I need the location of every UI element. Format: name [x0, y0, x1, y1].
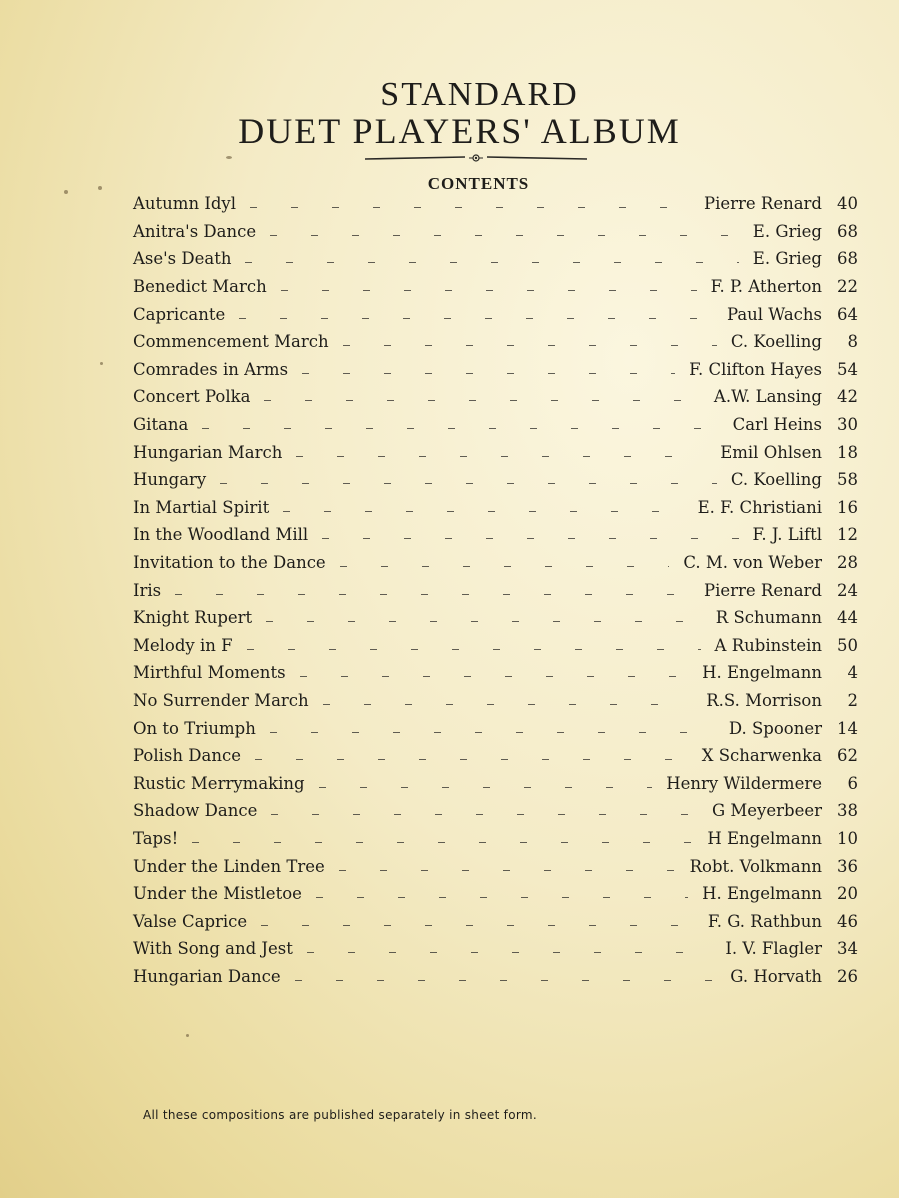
- piece-title: Ase's Death: [133, 249, 232, 269]
- dot-leader: [307, 952, 712, 953]
- page-number: 68: [837, 221, 858, 241]
- composer-name: H. Engelmann: [702, 663, 822, 683]
- contents-heading: CONTENTS: [427, 174, 530, 193]
- page-number: 12: [837, 525, 858, 545]
- page-number: 8: [847, 332, 858, 352]
- dot-leader: [281, 290, 697, 291]
- dot-leader: [302, 373, 675, 374]
- dot-leader: [255, 759, 688, 760]
- composer-name: C. M. von Weber: [683, 553, 822, 573]
- piece-title: With Song and Jest: [133, 939, 293, 959]
- list-item: [133, 494, 858, 522]
- paper-speck: [100, 362, 103, 365]
- page-number: 42: [837, 387, 858, 407]
- piece-title: Gitana: [133, 415, 189, 435]
- list-item: [133, 218, 858, 246]
- piece-title: Mirthful Moments: [133, 663, 286, 683]
- piece-title: Hungarian March: [133, 442, 283, 462]
- piece-title: Valse Caprice: [133, 911, 248, 931]
- composer-name: Carl Heins: [732, 415, 822, 435]
- piece-title: Concert Polka: [133, 387, 251, 407]
- composer-name: R.S. Morrison: [706, 690, 822, 710]
- piece-title: Capricante: [133, 304, 226, 324]
- piece-title: No Surrender March: [133, 690, 309, 710]
- page-number: 20: [837, 884, 858, 904]
- page-number: 68: [837, 249, 858, 269]
- composer-name: D. Spooner: [728, 718, 822, 738]
- list-item: [133, 880, 858, 908]
- page-number: 16: [837, 497, 858, 517]
- page-number: 4: [847, 663, 858, 683]
- composer-name: G. Horvath: [730, 966, 822, 986]
- page-number: 54: [837, 359, 858, 379]
- composer-name: C. Koelling: [730, 332, 822, 352]
- piece-title: Under the Mistletoe: [133, 884, 302, 904]
- list-item: [133, 852, 858, 880]
- dot-leader: [295, 980, 717, 981]
- list-item: [133, 466, 858, 494]
- composer-name: H Engelmann: [707, 828, 822, 848]
- dot-leader: [296, 456, 706, 457]
- dot-leader: [239, 318, 713, 319]
- composer-name: F. J. Liftl: [752, 525, 822, 545]
- composer-name: Pierre Renard: [703, 194, 822, 214]
- piece-title: Invitation to the Dance: [133, 553, 326, 573]
- composer-name: H. Engelmann: [702, 884, 822, 904]
- piece-title: Rustic Merrymaking: [133, 773, 305, 793]
- composer-name: C. Koelling: [730, 470, 822, 490]
- page-number: 2: [847, 690, 858, 710]
- piece-title: Iris: [133, 580, 162, 600]
- page-number: 34: [837, 939, 858, 959]
- list-item: [133, 935, 858, 963]
- list-item: [133, 907, 858, 935]
- page-number: 44: [837, 608, 858, 628]
- dot-leader: [245, 262, 738, 263]
- page-number: 14: [837, 718, 858, 738]
- list-item: [133, 300, 858, 328]
- page-number: 18: [837, 442, 858, 462]
- composer-name: E. Grieg: [752, 221, 822, 241]
- dot-leader: [270, 235, 739, 236]
- composer-name: G Meyerbeer: [711, 801, 822, 821]
- dot-leader: [339, 870, 676, 871]
- page-number: 28: [837, 553, 858, 573]
- page-number: 36: [837, 856, 858, 876]
- composer-name: Robt. Volkmann: [689, 856, 822, 876]
- list-item: [133, 411, 858, 439]
- piece-title: Autumn Idyl: [133, 194, 236, 214]
- dot-leader: [316, 897, 688, 898]
- page-number: 6: [847, 773, 858, 793]
- composer-name: F. Clifton Hayes: [689, 359, 822, 379]
- list-item: [133, 742, 858, 770]
- piece-title: Knight Rupert: [133, 608, 253, 628]
- dot-leader: [319, 787, 653, 788]
- list-item: [133, 963, 858, 991]
- title-divider-ornament: [365, 152, 587, 166]
- list-item: [133, 273, 858, 301]
- composer-name: X Scharwenka: [701, 746, 822, 766]
- piece-title: Shadow Dance: [133, 801, 258, 821]
- composer-name: E. Grieg: [752, 249, 822, 269]
- dot-leader: [175, 594, 690, 595]
- piece-title: Melody in F: [133, 635, 233, 655]
- composer-name: Paul Wachs: [726, 304, 822, 324]
- list-item: [133, 714, 858, 742]
- dot-leader: [247, 649, 701, 650]
- dot-leader: [192, 842, 693, 843]
- list-item: [133, 549, 858, 577]
- dot-leader: [343, 345, 717, 346]
- page-number: 58: [837, 470, 858, 490]
- piece-title: Hungarian Dance: [133, 966, 281, 986]
- composer-name: E. F. Christiani: [697, 497, 822, 517]
- page-number: 62: [837, 746, 858, 766]
- page-number: 24: [837, 580, 858, 600]
- album-title-line-1: STANDARD: [380, 76, 579, 113]
- list-item: [133, 383, 858, 411]
- publication-note: All these compositions are published separately in sheet form.: [143, 1108, 537, 1122]
- list-item: [133, 576, 858, 604]
- dot-leader: [220, 483, 717, 484]
- piece-title: Benedict March: [133, 277, 267, 297]
- composer-name: Pierre Renard: [703, 580, 822, 600]
- piece-title: Polish Dance: [133, 746, 241, 766]
- dot-leader: [322, 538, 738, 539]
- dot-leader: [261, 925, 694, 926]
- piece-title: Under the Linden Tree: [133, 856, 325, 876]
- piece-title: On to Triumph: [133, 718, 256, 738]
- dot-leader: [250, 207, 690, 208]
- page-number: 30: [837, 415, 858, 435]
- paper-speck: [226, 156, 232, 159]
- paper-speck: [186, 1034, 189, 1037]
- page-number: 46: [837, 911, 858, 931]
- dot-leader: [264, 400, 699, 401]
- list-item: [133, 245, 858, 273]
- page-number: 22: [837, 277, 858, 297]
- list-item: [133, 659, 858, 687]
- composer-name: F. P. Atherton: [710, 277, 822, 297]
- piece-title: Anitra's Dance: [133, 221, 257, 241]
- list-item: [133, 687, 858, 715]
- list-item: [133, 438, 858, 466]
- piece-title: Hungary: [133, 470, 207, 490]
- dot-leader: [300, 676, 689, 677]
- page-number: 50: [837, 635, 858, 655]
- list-item: [133, 356, 858, 384]
- list-item: [133, 632, 858, 660]
- piece-title: In Martial Spirit: [133, 497, 270, 517]
- list-item: [133, 797, 858, 825]
- piece-title: In the Woodland Mill: [133, 525, 309, 545]
- contents-list: [133, 190, 858, 990]
- composer-name: A Rubinstein: [714, 635, 822, 655]
- list-item: [133, 328, 858, 356]
- page-number: 10: [837, 828, 858, 848]
- dot-leader: [323, 704, 693, 705]
- composer-name: Henry Wildermere: [666, 773, 822, 793]
- dot-leader: [340, 566, 670, 567]
- album-title-line-2: DUET PLAYERS' ALBUM: [238, 111, 681, 151]
- piece-title: Comrades in Arms: [133, 359, 289, 379]
- page-number: 38: [837, 801, 858, 821]
- list-item: [133, 604, 858, 632]
- dot-leader: [202, 428, 718, 429]
- composer-name: Emil Ohlsen: [720, 442, 822, 462]
- piece-title: Taps!: [133, 828, 179, 848]
- piece-title: Commencement March: [133, 332, 329, 352]
- composer-name: R Schumann: [715, 608, 822, 628]
- dot-leader: [283, 511, 683, 512]
- page-number: 64: [837, 304, 858, 324]
- composer-name: I. V. Flagler: [725, 939, 822, 959]
- page-number: 40: [837, 194, 858, 214]
- list-item: [133, 769, 858, 797]
- list-item: [133, 825, 858, 853]
- composer-name: F. G. Rathbun: [707, 911, 822, 931]
- page-number: 26: [837, 966, 858, 986]
- dot-leader: [271, 814, 698, 815]
- list-item: [133, 190, 858, 218]
- dot-leader: [266, 621, 702, 622]
- list-item: [133, 521, 858, 549]
- dot-leader: [270, 732, 715, 733]
- composer-name: A.W. Lansing: [713, 387, 822, 407]
